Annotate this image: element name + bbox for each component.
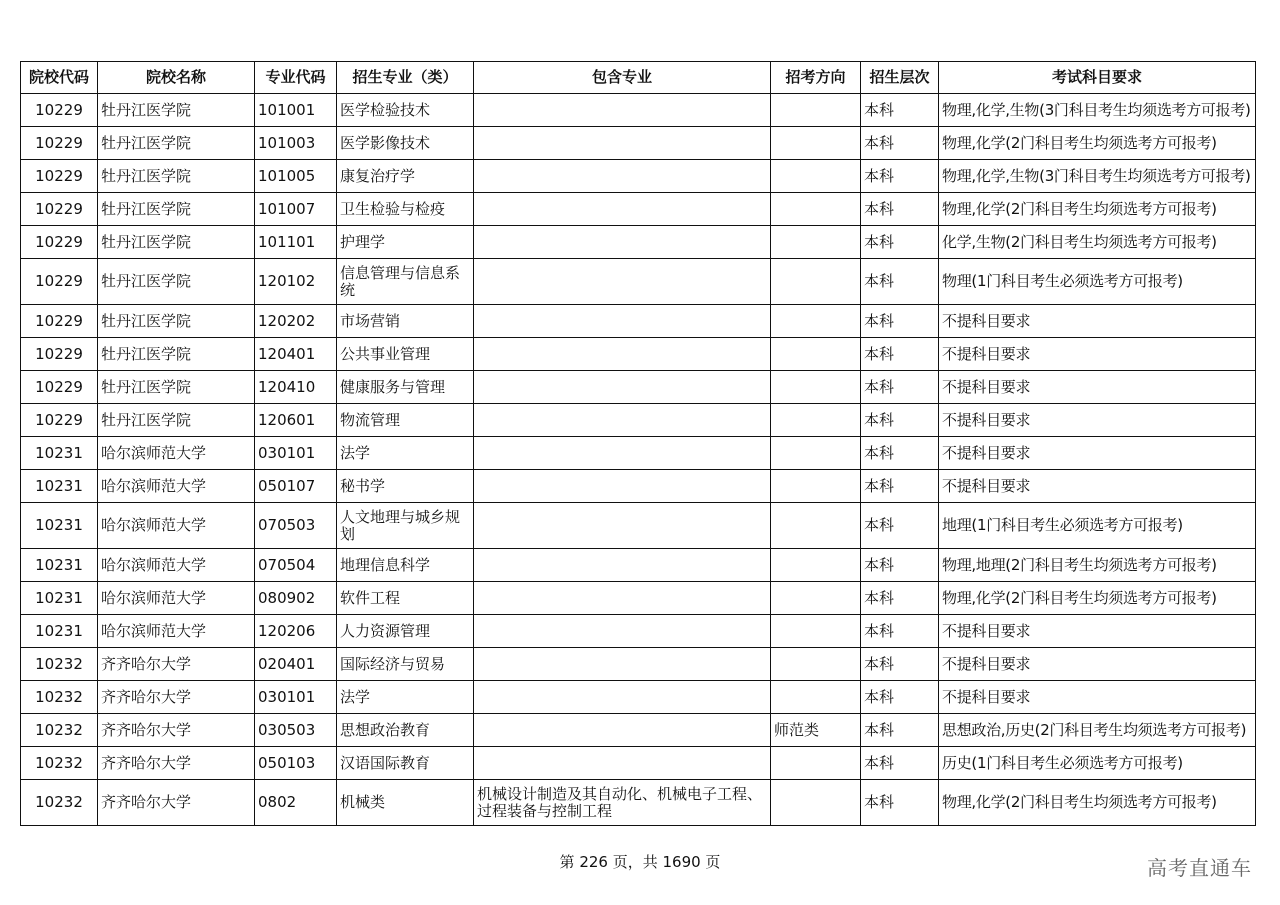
cell-school-name: 牡丹江医学院 xyxy=(98,371,255,404)
header-school-code: 院校代码 xyxy=(21,62,98,94)
cell-major: 法学 xyxy=(337,681,474,714)
cell-included-majors xyxy=(474,615,771,648)
cell-school-name: 牡丹江医学院 xyxy=(98,94,255,127)
cell-direction xyxy=(771,259,861,305)
cell-school-name: 哈尔滨师范大学 xyxy=(98,615,255,648)
table-row xyxy=(21,94,1256,127)
cell-requirement: 化学,生物(2门科目考生均须选考方可报考) xyxy=(939,226,1256,259)
cell-school-code: 10229 xyxy=(21,404,98,437)
cell-major-code: 101101 xyxy=(255,226,337,259)
cell-direction xyxy=(771,615,861,648)
cell-included-majors xyxy=(474,371,771,404)
page-number: 第 226 页，共 1690 页 xyxy=(559,853,721,871)
cell-school-code: 10229 xyxy=(21,127,98,160)
cell-major-code: 030503 xyxy=(255,714,337,747)
cell-direction xyxy=(771,338,861,371)
table-row xyxy=(21,615,1256,648)
cell-school-name: 哈尔滨师范大学 xyxy=(98,503,255,549)
cell-school-code: 10231 xyxy=(21,582,98,615)
cell-school-code: 10229 xyxy=(21,226,98,259)
cell-school-code: 10229 xyxy=(21,259,98,305)
cell-direction xyxy=(771,437,861,470)
cell-requirement: 历史(1门科目考生必须选考方可报考) xyxy=(939,747,1256,780)
cell-requirement: 物理,地理(2门科目考生均须选考方可报考) xyxy=(939,549,1256,582)
cell-major-code: 120601 xyxy=(255,404,337,437)
cell-direction xyxy=(771,94,861,127)
table-row xyxy=(21,404,1256,437)
cell-direction: 师范类 xyxy=(771,714,861,747)
cell-major-code: 070503 xyxy=(255,503,337,549)
cell-school-code: 10229 xyxy=(21,371,98,404)
cell-major: 思想政治教育 xyxy=(337,714,474,747)
cell-major: 医学影像技术 xyxy=(337,127,474,160)
cell-major-code: 0802 xyxy=(255,780,337,826)
cell-school-name: 牡丹江医学院 xyxy=(98,338,255,371)
cell-level: 本科 xyxy=(861,160,939,193)
cell-level: 本科 xyxy=(861,549,939,582)
cell-school-name: 牡丹江医学院 xyxy=(98,404,255,437)
cell-level: 本科 xyxy=(861,259,939,305)
cell-school-code: 10231 xyxy=(21,470,98,503)
cell-school-code: 10229 xyxy=(21,305,98,338)
cell-requirement: 不提科目要求 xyxy=(939,437,1256,470)
cell-level: 本科 xyxy=(861,193,939,226)
table-row xyxy=(21,305,1256,338)
cell-requirement: 物理,化学(2门科目考生均须选考方可报考) xyxy=(939,193,1256,226)
cell-school-code: 10232 xyxy=(21,714,98,747)
table-row xyxy=(21,549,1256,582)
cell-school-name: 牡丹江医学院 xyxy=(98,305,255,338)
cell-major-code: 101005 xyxy=(255,160,337,193)
cell-requirement: 不提科目要求 xyxy=(939,681,1256,714)
table-row xyxy=(21,338,1256,371)
cell-requirement: 物理,化学(2门科目考生均须选考方可报考) xyxy=(939,780,1256,826)
table-row xyxy=(21,780,1256,826)
cell-school-code: 10231 xyxy=(21,503,98,549)
table-row xyxy=(21,681,1256,714)
cell-requirement: 不提科目要求 xyxy=(939,305,1256,338)
cell-included-majors: 机械设计制造及其自动化、机械电子工程、过程装备与控制工程 xyxy=(474,780,771,826)
cell-requirement: 不提科目要求 xyxy=(939,404,1256,437)
cell-level: 本科 xyxy=(861,371,939,404)
table-row xyxy=(21,127,1256,160)
cell-included-majors xyxy=(474,549,771,582)
cell-school-name: 牡丹江医学院 xyxy=(98,127,255,160)
admission-table xyxy=(20,61,1256,826)
cell-included-majors xyxy=(474,582,771,615)
cell-direction xyxy=(771,193,861,226)
cell-level: 本科 xyxy=(861,404,939,437)
cell-included-majors xyxy=(474,503,771,549)
cell-major: 护理学 xyxy=(337,226,474,259)
cell-level: 本科 xyxy=(861,226,939,259)
cell-major-code: 030101 xyxy=(255,681,337,714)
cell-school-name: 哈尔滨师范大学 xyxy=(98,549,255,582)
header-school-name: 院校名称 xyxy=(98,62,255,94)
cell-level: 本科 xyxy=(861,615,939,648)
cell-major: 机械类 xyxy=(337,780,474,826)
table-row xyxy=(21,160,1256,193)
cell-requirement: 地理(1门科目考生必须选考方可报考) xyxy=(939,503,1256,549)
cell-school-code: 10232 xyxy=(21,648,98,681)
cell-direction xyxy=(771,226,861,259)
cell-requirement: 不提科目要求 xyxy=(939,338,1256,371)
cell-school-name: 哈尔滨师范大学 xyxy=(98,470,255,503)
table-row xyxy=(21,193,1256,226)
cell-direction xyxy=(771,404,861,437)
header-level: 招生层次 xyxy=(861,62,939,94)
header-major: 招生专业（类） xyxy=(337,62,474,94)
table-row xyxy=(21,648,1256,681)
cell-requirement: 不提科目要求 xyxy=(939,615,1256,648)
cell-school-code: 10231 xyxy=(21,549,98,582)
cell-included-majors xyxy=(474,681,771,714)
cell-major: 国际经济与贸易 xyxy=(337,648,474,681)
cell-level: 本科 xyxy=(861,305,939,338)
cell-included-majors xyxy=(474,648,771,681)
cell-major: 健康服务与管理 xyxy=(337,371,474,404)
cell-included-majors xyxy=(474,160,771,193)
table-row xyxy=(21,371,1256,404)
cell-level: 本科 xyxy=(861,503,939,549)
cell-level: 本科 xyxy=(861,747,939,780)
header-direction: 招考方向 xyxy=(771,62,861,94)
cell-school-name: 牡丹江医学院 xyxy=(98,259,255,305)
cell-direction xyxy=(771,582,861,615)
cell-major: 卫生检验与检疫 xyxy=(337,193,474,226)
cell-requirement: 物理(1门科目考生必须选考方可报考) xyxy=(939,259,1256,305)
header-row xyxy=(21,62,1256,94)
cell-school-code: 10231 xyxy=(21,437,98,470)
cell-school-name: 齐齐哈尔大学 xyxy=(98,648,255,681)
cell-direction xyxy=(771,470,861,503)
cell-included-majors xyxy=(474,94,771,127)
cell-major-code: 101007 xyxy=(255,193,337,226)
cell-direction xyxy=(771,780,861,826)
cell-included-majors xyxy=(474,714,771,747)
cell-requirement: 思想政治,历史(2门科目考生均须选考方可报考) xyxy=(939,714,1256,747)
cell-major-code: 120102 xyxy=(255,259,337,305)
cell-major-code: 101001 xyxy=(255,94,337,127)
cell-included-majors xyxy=(474,437,771,470)
table-row xyxy=(21,747,1256,780)
header-requirement: 考试科目要求 xyxy=(939,62,1256,94)
cell-requirement: 物理,化学,生物(3门科目考生均须选考方可报考) xyxy=(939,94,1256,127)
cell-school-name: 齐齐哈尔大学 xyxy=(98,714,255,747)
cell-major: 物流管理 xyxy=(337,404,474,437)
cell-school-name: 牡丹江医学院 xyxy=(98,160,255,193)
watermark: 高考直通车 xyxy=(1147,856,1252,880)
cell-major: 人文地理与城乡规划 xyxy=(337,503,474,549)
table-row xyxy=(21,226,1256,259)
cell-direction xyxy=(771,305,861,338)
cell-level: 本科 xyxy=(861,681,939,714)
table-row xyxy=(21,582,1256,615)
cell-included-majors xyxy=(474,127,771,160)
cell-level: 本科 xyxy=(861,470,939,503)
cell-requirement: 不提科目要求 xyxy=(939,371,1256,404)
cell-major: 公共事业管理 xyxy=(337,338,474,371)
header-included-majors: 包含专业 xyxy=(474,62,771,94)
cell-school-code: 10229 xyxy=(21,193,98,226)
cell-included-majors xyxy=(474,404,771,437)
cell-major-code: 030101 xyxy=(255,437,337,470)
cell-level: 本科 xyxy=(861,714,939,747)
cell-school-code: 10229 xyxy=(21,94,98,127)
cell-major: 市场营销 xyxy=(337,305,474,338)
cell-major-code: 050103 xyxy=(255,747,337,780)
cell-school-code: 10232 xyxy=(21,780,98,826)
cell-major: 医学检验技术 xyxy=(337,94,474,127)
cell-major-code: 050107 xyxy=(255,470,337,503)
cell-level: 本科 xyxy=(861,127,939,160)
cell-major-code: 080902 xyxy=(255,582,337,615)
table-row xyxy=(21,259,1256,305)
cell-direction xyxy=(771,648,861,681)
cell-major-code: 070504 xyxy=(255,549,337,582)
cell-requirement: 物理,化学(2门科目考生均须选考方可报考) xyxy=(939,582,1256,615)
cell-level: 本科 xyxy=(861,648,939,681)
cell-included-majors xyxy=(474,259,771,305)
cell-major-code: 120410 xyxy=(255,371,337,404)
cell-major: 人力资源管理 xyxy=(337,615,474,648)
cell-included-majors xyxy=(474,305,771,338)
cell-school-name: 牡丹江医学院 xyxy=(98,193,255,226)
cell-requirement: 物理,化学(2门科目考生均须选考方可报考) xyxy=(939,127,1256,160)
cell-school-name: 牡丹江医学院 xyxy=(98,226,255,259)
cell-level: 本科 xyxy=(861,582,939,615)
cell-major: 汉语国际教育 xyxy=(337,747,474,780)
table-row xyxy=(21,470,1256,503)
cell-level: 本科 xyxy=(861,94,939,127)
cell-school-name: 齐齐哈尔大学 xyxy=(98,747,255,780)
cell-included-majors xyxy=(474,338,771,371)
cell-school-name: 哈尔滨师范大学 xyxy=(98,582,255,615)
cell-included-majors xyxy=(474,470,771,503)
cell-direction xyxy=(771,747,861,780)
cell-direction xyxy=(771,681,861,714)
table-row xyxy=(21,714,1256,747)
cell-school-code: 10229 xyxy=(21,160,98,193)
cell-school-name: 齐齐哈尔大学 xyxy=(98,681,255,714)
cell-direction xyxy=(771,371,861,404)
cell-level: 本科 xyxy=(861,338,939,371)
cell-major: 软件工程 xyxy=(337,582,474,615)
header-major-code: 专业代码 xyxy=(255,62,337,94)
cell-requirement: 不提科目要求 xyxy=(939,648,1256,681)
cell-level: 本科 xyxy=(861,780,939,826)
cell-level: 本科 xyxy=(861,437,939,470)
cell-school-name: 哈尔滨师范大学 xyxy=(98,437,255,470)
cell-requirement: 不提科目要求 xyxy=(939,470,1256,503)
cell-major-code: 020401 xyxy=(255,648,337,681)
cell-included-majors xyxy=(474,193,771,226)
cell-direction xyxy=(771,127,861,160)
cell-major: 康复治疗学 xyxy=(337,160,474,193)
cell-included-majors xyxy=(474,226,771,259)
cell-major-code: 120202 xyxy=(255,305,337,338)
cell-major: 秘书学 xyxy=(337,470,474,503)
cell-major-code: 120206 xyxy=(255,615,337,648)
cell-school-name: 齐齐哈尔大学 xyxy=(98,780,255,826)
cell-major: 信息管理与信息系统 xyxy=(337,259,474,305)
cell-major-code: 101003 xyxy=(255,127,337,160)
cell-direction xyxy=(771,549,861,582)
cell-requirement: 物理,化学,生物(3门科目考生均须选考方可报考) xyxy=(939,160,1256,193)
cell-included-majors xyxy=(474,747,771,780)
table-row xyxy=(21,503,1256,549)
cell-major: 地理信息科学 xyxy=(337,549,474,582)
cell-major-code: 120401 xyxy=(255,338,337,371)
cell-major: 法学 xyxy=(337,437,474,470)
cell-school-code: 10232 xyxy=(21,747,98,780)
cell-school-code: 10231 xyxy=(21,615,98,648)
cell-direction xyxy=(771,503,861,549)
cell-school-code: 10229 xyxy=(21,338,98,371)
table-row xyxy=(21,437,1256,470)
cell-direction xyxy=(771,160,861,193)
cell-school-code: 10232 xyxy=(21,681,98,714)
